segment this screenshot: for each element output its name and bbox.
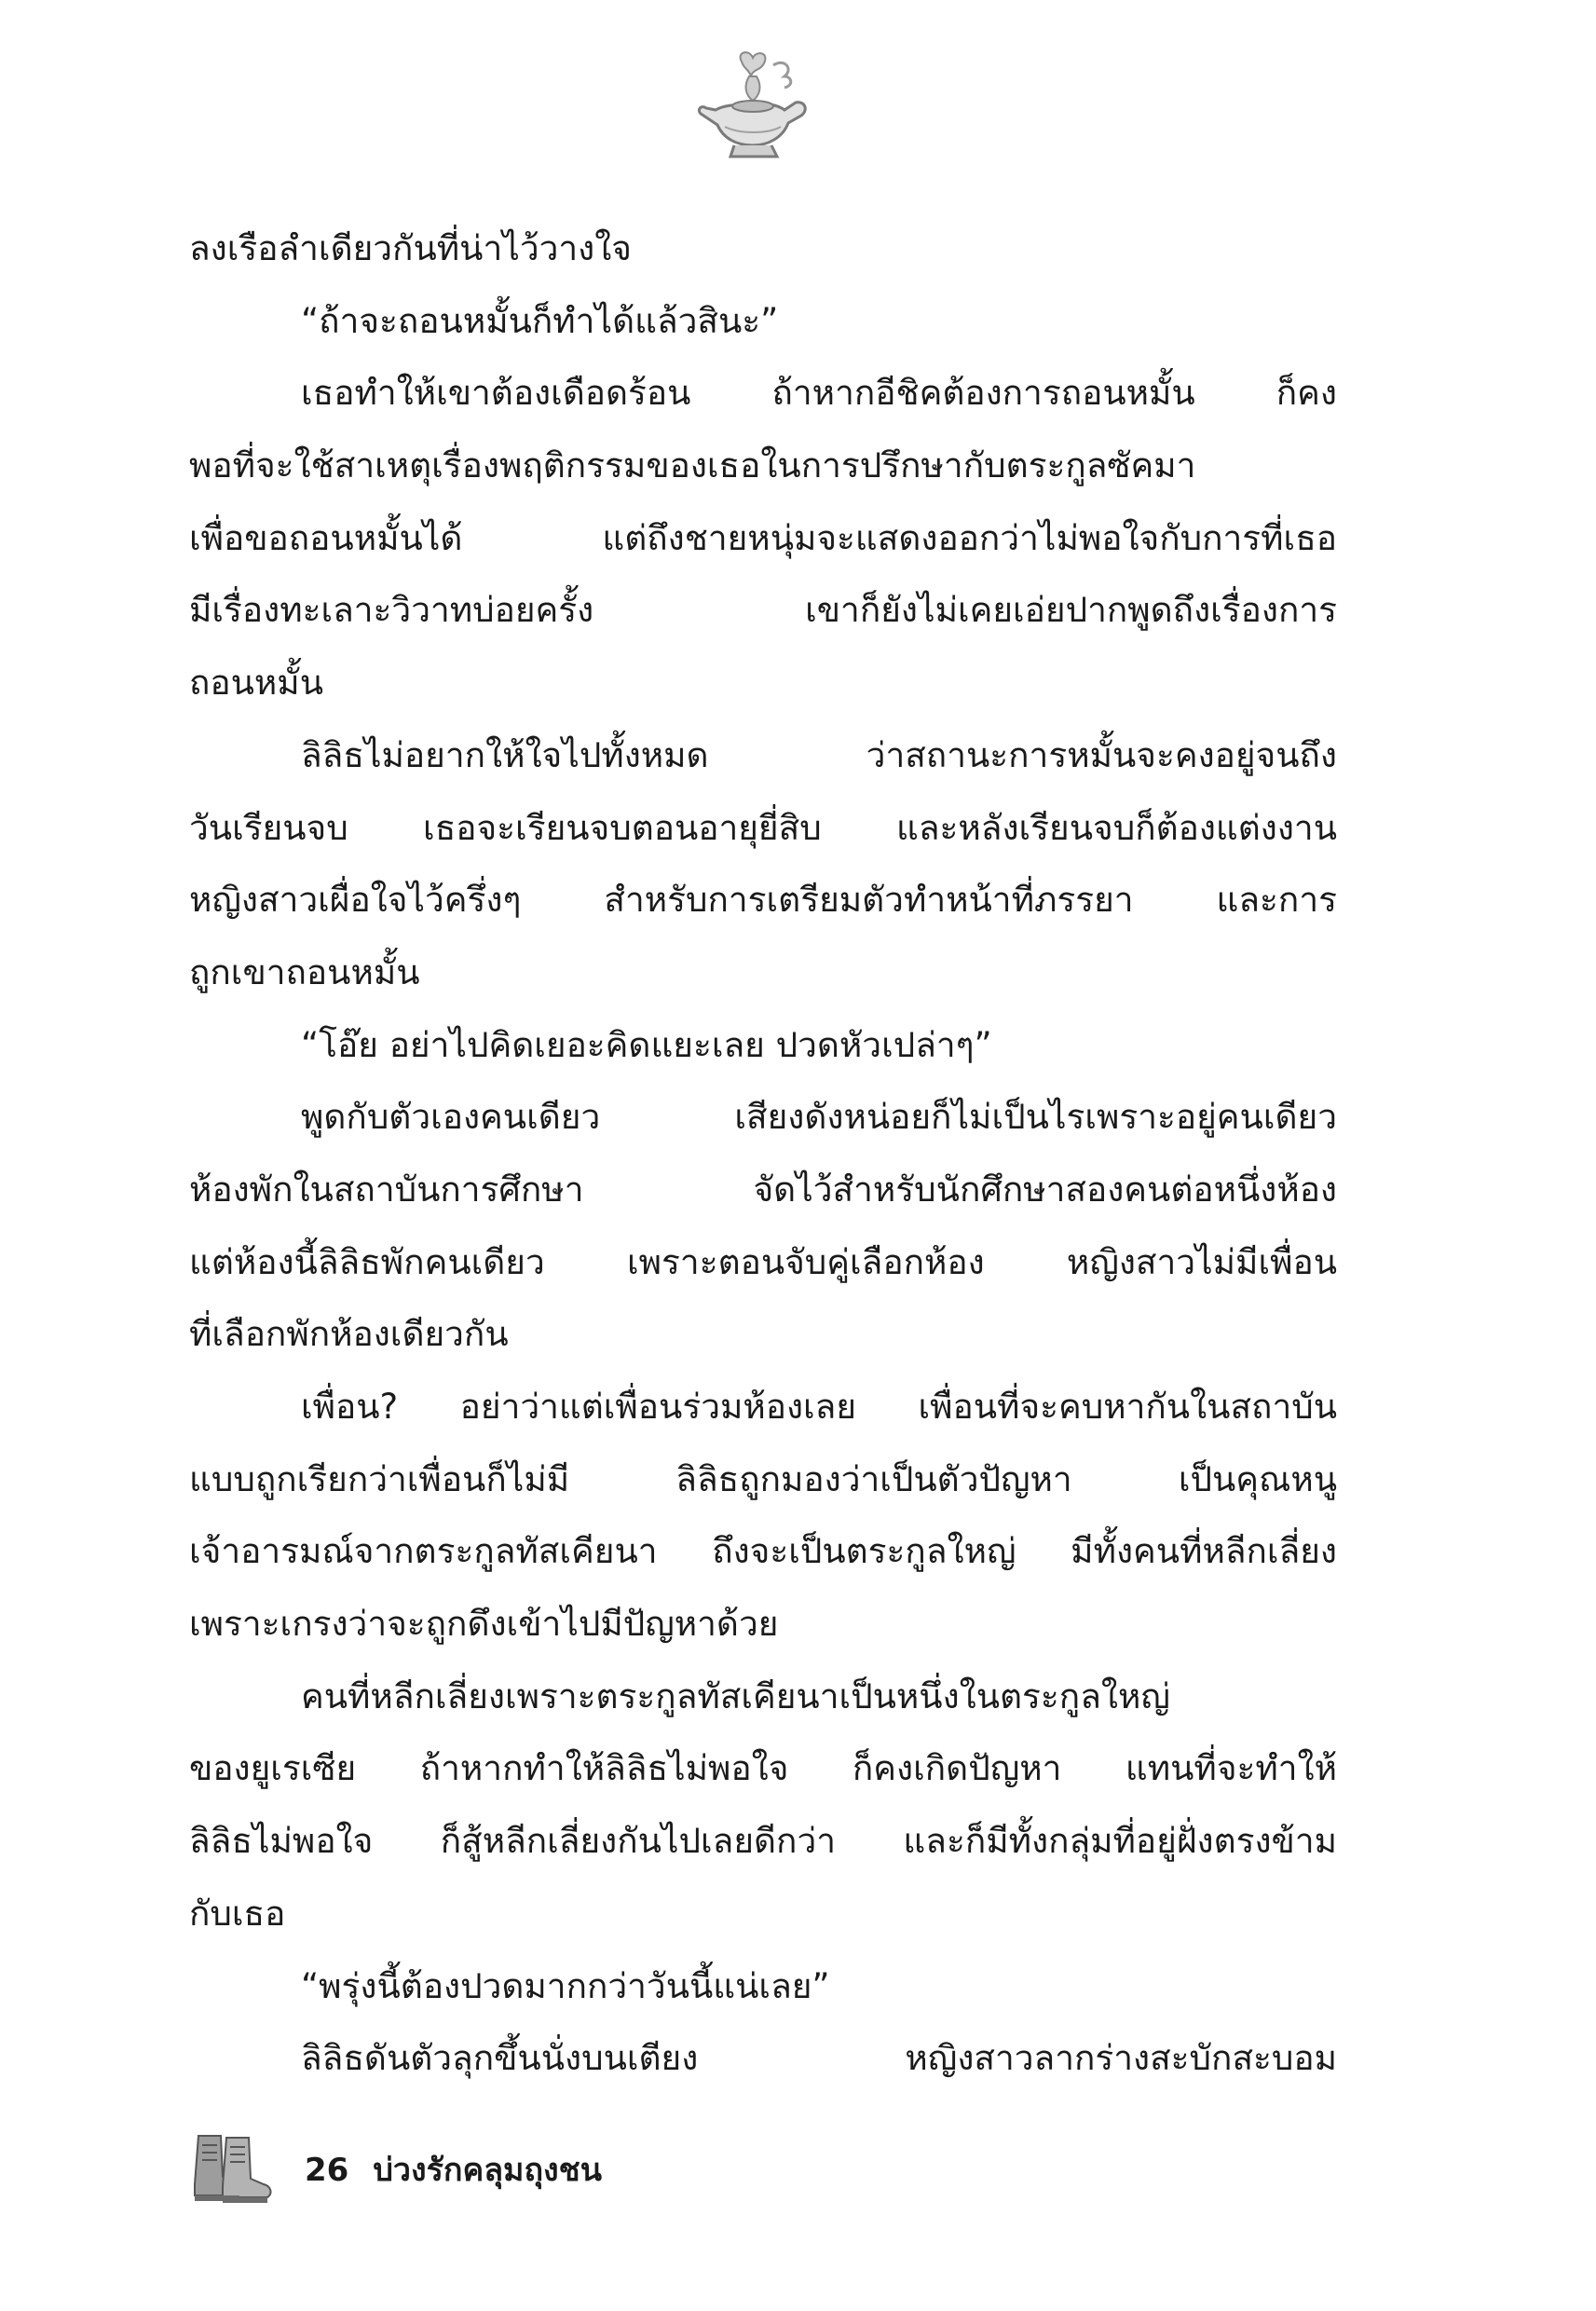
- text-line: ถอนหมั้น: [189, 663, 323, 704]
- text-line: แต่ห้องนี้ลิลิธพักคนเดียว เพราะตอนจับคู่เลือกห้อง หญิงสาวไม่มีเพื่อน: [189, 1241, 1337, 1282]
- text-line: ลงเรือลำเดียวกันที่น่าไว้วางใจ: [189, 228, 632, 268]
- text-line: ที่เลือกพักห้องเดียวกัน: [189, 1314, 509, 1355]
- text-line: ลิลิธไม่อยากให้ใจไปทั้งหมด ว่าสถานะการหมั้นจะคงอยู่จนถึง: [301, 734, 1337, 775]
- text-line: คนที่หลีกเลี่ยงเพราะตระกูลทัสเคียนาเป็นหนึ่งในตระกูลใหญ่: [301, 1675, 1170, 1716]
- text-line: ของยูเรเซีย ถ้าหากทำให้ลิลิธไม่พอใจ ก็คงเกิดปัญหา แทนที่จะทำให้: [189, 1748, 1337, 1789]
- text-line: เธอทำให้เขาต้องเดือดร้อน ถ้าหากอีชิคต้องการถอนหมั้น ก็คง: [301, 373, 1337, 414]
- text-line: วันเรียนจบ เธอจะเรียนจบตอนอายุยี่สิบ และหลังเรียนจบก็ต้องแต่งงาน: [189, 807, 1337, 848]
- text-line: เจ้าอารมณ์จากตระกูลทัสเคียนา ถึงจะเป็นตระกูลใหญ่ มีทั้งคนที่หลีกเลี่ยง: [189, 1531, 1337, 1572]
- text-line: ลิลิธไม่พอใจ ก็สู้หลีกเลี่ยงกันไปเลยดีกว่า และก็มีทั้งกลุ่มที่อยู่ฝั่งตรงข้าม: [189, 1821, 1337, 1862]
- page-footer: [189, 2130, 934, 2214]
- text-line: พูดกับตัวเองคนเดียว เสียงดังหน่อยก็ไม่เป็นไรเพราะอยู่คนเดียว: [301, 1097, 1337, 1138]
- page-number: 26: [305, 2152, 349, 2189]
- genie-lamp-icon: [688, 48, 818, 170]
- text-line: “พรุ่งนี้ต้องปวดมากกว่าวันนี้แน่เลย”: [301, 1965, 830, 2006]
- text-line: ห้องพักในสถาบันการศึกษา จัดไว้สำหรับนักศึกษาสองคนต่อหนึ่งห้อง: [189, 1169, 1337, 1210]
- text-line: กับเธอ: [189, 1893, 286, 1934]
- page-folio: [305, 2147, 602, 2194]
- text-line: พอที่จะใช้สาเหตุเรื่องพฤติกรรมของเธอในการปรึกษากับตระกูลซัคมา: [189, 445, 1196, 486]
- book-title: บ่วงรักคลุมถุงชน: [373, 2152, 602, 2189]
- text-line: “ถ้าจะถอนหมั้นก็ทำได้แล้วสินะ”: [301, 300, 779, 341]
- text-line: เพราะเกรงว่าจะถูกดึงเข้าไปมีปัญหาด้วย: [189, 1604, 779, 1645]
- text-line: “โอ๊ย อย่าไปคิดเยอะคิดแยะเลย ปวดหัวเปล่าๆ”: [301, 1024, 992, 1065]
- boots-icon: [189, 2130, 282, 2205]
- text-line: เพื่อน? อย่าว่าแต่เพื่อนร่วมห้องเลย เพื่อนที่จะคบหากันในสถาบัน: [301, 1387, 1337, 1427]
- body-text: [189, 212, 1337, 2095]
- text-line: ถูกเขาถอนหมั้น: [189, 951, 420, 992]
- text-line: แบบถูกเรียกว่าเพื่อนก็ไม่มี ลิลิธถูกมองว่าเป็นตัวปัญหา เป็นคุณหนู: [189, 1458, 1337, 1499]
- text-line: มีเรื่องทะเลาะวิวาทบ่อยครั้ง เขาก็ยังไม่เคยเอ่ยปากพูดถึงเรื่องการ: [189, 590, 1337, 631]
- text-line: หญิงสาวเผื่อใจไว้ครึ่งๆ สำหรับการเตรียมตัวทำหน้าที่ภรรยา และการ: [189, 880, 1337, 921]
- text-line: ลิลิธดันตัวลุกขึ้นนั่งบนเตียง หญิงสาวลากร่างสะบักสะบอม: [301, 2038, 1337, 2079]
- text-line: เพื่อขอถอนหมั้นได้ แต่ถึงชายหนุ่มจะแสดงออกว่าไม่พอใจกับการที่เธอ: [189, 517, 1337, 558]
